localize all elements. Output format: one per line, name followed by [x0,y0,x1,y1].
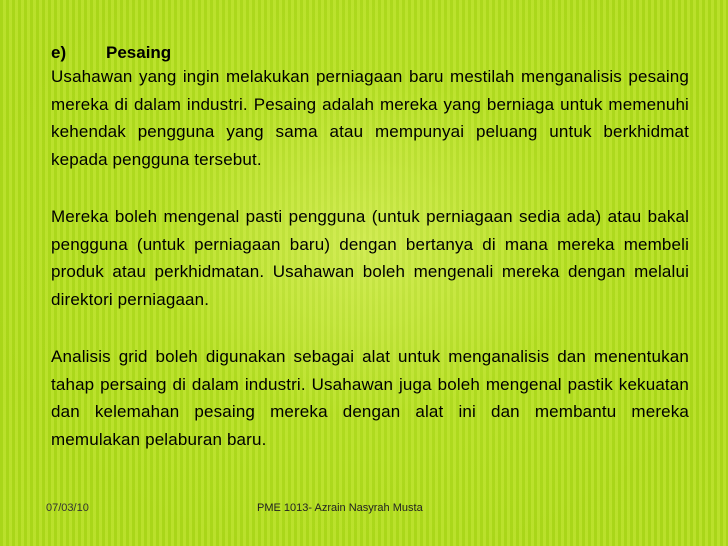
footer-date: 07/03/10 [46,502,89,514]
footer-title: PME 1013- Azrain Nasyrah Musta [257,502,423,514]
section-title: Pesaing [106,43,172,62]
paragraph-grid-analysis: Analisis grid boleh digunakan sebagai alat untuk menganalisis dan menentukan tahap persaing di dalam industri. Usahawan juga boleh mengenal pastik kekuatan dan kelemahan pesaing mereka dengan alat ini dan membantu mereka memulakan pelaburan baru. [51,347,689,449]
slide-footer [0,500,728,520]
paragraph-competitors: Usahawan yang ingin melakukan perniagaan baru mestilah menganalisis pesaing mereka di dalam industri. Pesaing adalah mereka yang berniaga untuk memenuhi kehendak pengguna yang sama atau mempunyai peluang untuk berkhidmat kepada pengguna tersebut. [51,67,689,169]
section-heading [51,43,689,63]
slide-content [51,43,689,483]
section-number: e) [51,43,67,62]
paragraph-identify-customers: Mereka boleh mengenal pasti pengguna (untuk perniagaan sedia ada) atau bakal pengguna (untuk perniagaan baru) dengan bertanya di mana mereka membeli produk atau perkhidmatan. Usahawan boleh mengenali mereka dengan melalui direktori perniagaan. [51,207,689,309]
